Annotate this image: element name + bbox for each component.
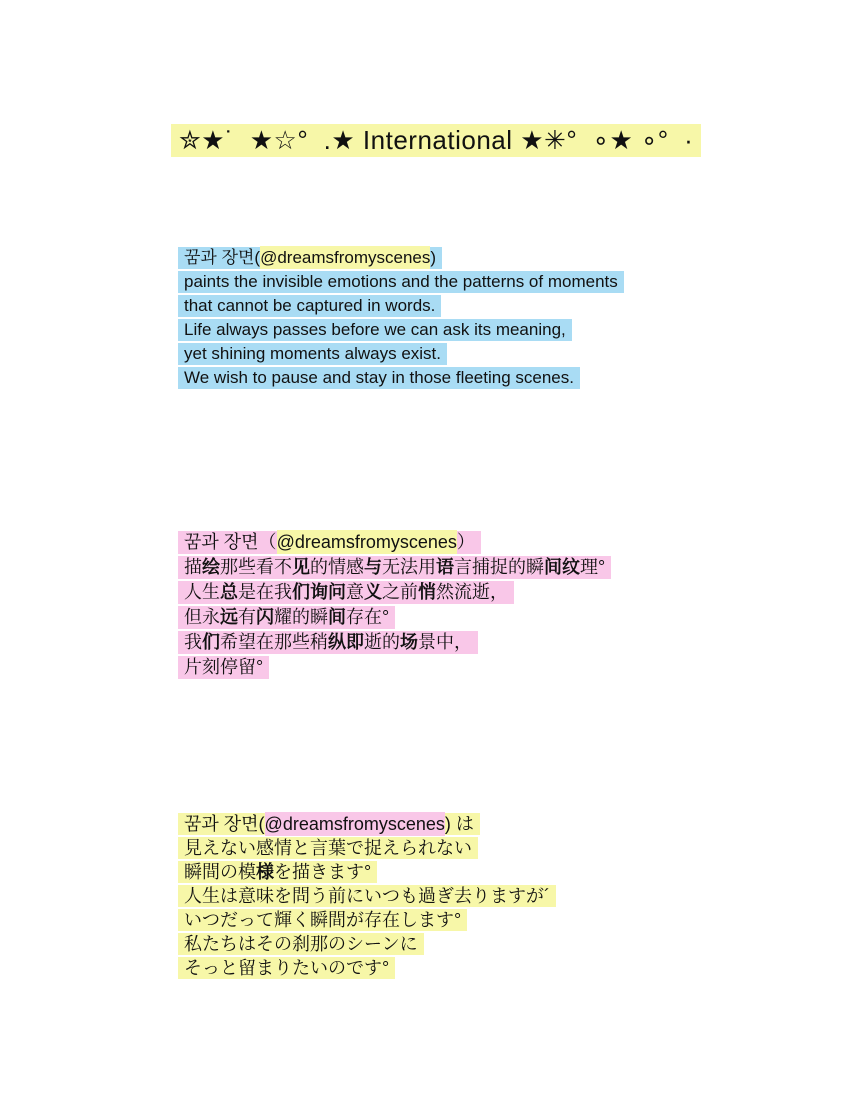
text-segment: yet shining moments always exist. bbox=[184, 344, 441, 363]
text-segment: 间 bbox=[328, 607, 346, 627]
text-segment: 纵即 bbox=[328, 632, 364, 652]
text-segment: ） bbox=[456, 532, 475, 552]
text-segment: 私たちはその刹那のシーンに bbox=[184, 934, 418, 954]
text-segment: 꿈과 장면（ bbox=[184, 532, 277, 552]
text-segment: 意 bbox=[346, 582, 364, 602]
text-segment: 语 bbox=[436, 557, 454, 577]
text-segment: 那些看不 bbox=[220, 557, 292, 577]
text-segment: Life always passes before we can ask its meaning, bbox=[184, 320, 566, 339]
text-segment: 场 bbox=[400, 632, 418, 652]
international-title: ✮★˙ ★☆° .★ International ★✳° ∘★ ∘° · bbox=[171, 124, 701, 157]
text-segment: 逝的 bbox=[364, 632, 400, 652]
text-segment: そっと留まりたいのです° bbox=[184, 958, 390, 978]
text-segment: 瞬間の模 bbox=[184, 862, 256, 882]
text-line bbox=[178, 933, 424, 955]
text-segment: 们 bbox=[202, 632, 220, 652]
text-segment: 耀的瞬 bbox=[274, 607, 328, 627]
text-segment: 存在° bbox=[346, 607, 390, 627]
text-segment: 理° bbox=[580, 557, 606, 577]
text-segment: 是在我 bbox=[238, 582, 292, 602]
text-segment: 远 bbox=[220, 607, 238, 627]
text-segment: ) は bbox=[444, 814, 474, 834]
text-segment: 之前 bbox=[382, 582, 418, 602]
text-line bbox=[178, 531, 481, 554]
text-line bbox=[178, 656, 269, 679]
text-segment: 有 bbox=[238, 607, 256, 627]
text-segment: 希望在那些稍 bbox=[220, 632, 328, 652]
account-handle: @dreamsfromyscenes bbox=[276, 532, 457, 552]
text-line bbox=[178, 606, 395, 629]
text-segment: いつだって輝く瞬間が存在します° bbox=[184, 910, 462, 930]
text-segment: 绘 bbox=[202, 557, 220, 577]
text-line bbox=[178, 367, 580, 389]
text-segment: 我 bbox=[184, 632, 202, 652]
text-segment: 片刻停留° bbox=[184, 657, 264, 677]
text-segment: 然流逝， bbox=[436, 582, 508, 602]
japanese-description-block bbox=[178, 813, 556, 981]
text-segment: 与 bbox=[364, 557, 382, 577]
text-segment: ) bbox=[430, 248, 437, 267]
text-segment: 言捕捉的瞬 bbox=[454, 557, 544, 577]
text-segment: 描 bbox=[184, 557, 202, 577]
text-segment: 义 bbox=[364, 582, 382, 602]
text-segment: 꿈과 장면( bbox=[184, 248, 261, 267]
text-segment: 总 bbox=[220, 582, 238, 602]
text-segment: 的情感 bbox=[310, 557, 364, 577]
text-segment: 様 bbox=[256, 862, 274, 882]
text-segment: 人生 bbox=[184, 582, 220, 602]
text-segment: 人生は意味を問う前にいつも過ぎ去りますが´ bbox=[184, 886, 550, 906]
text-segment: We wish to pause and stay in those fleeting scenes. bbox=[184, 368, 574, 387]
text-segment: を描きます° bbox=[274, 862, 372, 882]
text-line bbox=[178, 271, 624, 293]
text-line bbox=[178, 556, 611, 579]
text-segment: 悄 bbox=[418, 582, 436, 602]
text-segment: 间纹 bbox=[544, 557, 580, 577]
text-line bbox=[178, 861, 377, 883]
text-segment: 见 bbox=[292, 557, 310, 577]
text-line bbox=[178, 885, 556, 907]
english-description-block bbox=[178, 247, 624, 391]
text-line bbox=[178, 247, 442, 269]
chinese-description-block bbox=[178, 531, 611, 681]
text-line bbox=[178, 837, 478, 859]
text-segment: 꿈과 장면( bbox=[184, 814, 265, 834]
text-line bbox=[178, 319, 572, 341]
account-handle: @dreamsfromyscenes bbox=[260, 248, 431, 267]
text-segment: 見えない感情と言葉で捉えられない bbox=[184, 838, 472, 858]
text-segment: 们询问 bbox=[292, 582, 346, 602]
text-line bbox=[178, 581, 514, 604]
text-segment: that cannot be captured in words. bbox=[184, 296, 436, 315]
text-line bbox=[178, 957, 395, 979]
text-line bbox=[178, 631, 478, 654]
text-segment: 无法用 bbox=[382, 557, 436, 577]
text-segment: paints the invisible emotions and the patterns of moments bbox=[184, 272, 618, 291]
text-segment: 闪 bbox=[256, 607, 274, 627]
text-line bbox=[178, 813, 480, 835]
text-segment: 但永 bbox=[184, 607, 220, 627]
text-line bbox=[178, 295, 441, 317]
text-line bbox=[178, 909, 467, 931]
text-line bbox=[178, 343, 447, 365]
text-segment: 景中， bbox=[418, 632, 472, 652]
account-handle: @dreamsfromyscenes bbox=[264, 814, 445, 834]
